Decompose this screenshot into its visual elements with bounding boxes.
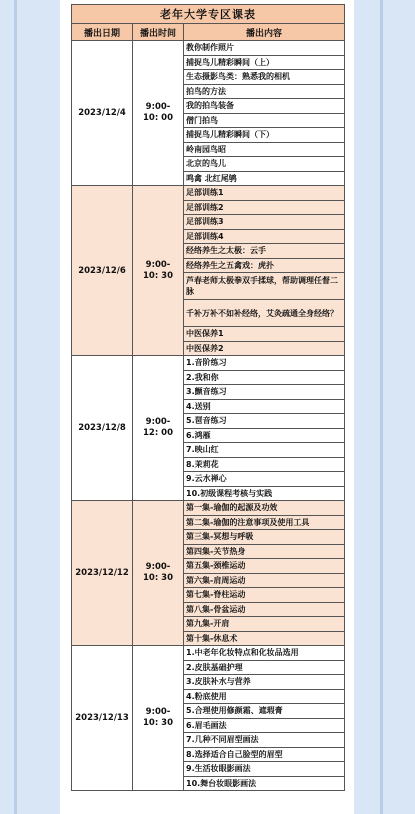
program-item: 9.生活妆眼影画法 [184,762,345,777]
program-item: 我的拍鸟装备 [184,99,345,114]
program-item: 3.皮肤补水与营养 [184,675,345,690]
program-item: 芦春老师太极拳双手揉球，帮助调理任督二脉 [184,273,345,300]
program-item: 足部训练4 [184,229,345,244]
left-border-line [14,0,17,814]
program-item: 1.音阶练习 [184,356,345,371]
program-item: 僧门拍鸟 [184,113,345,128]
program-item: 教你制作照片 [184,41,345,56]
broadcast-time: 9:00- 10: 30 [133,186,184,356]
program-item: 10.初级课程考核与实践 [184,486,345,501]
program-item: 足部训练3 [184,215,345,230]
broadcast-date: 2023/12/8 [72,356,133,501]
program-item: 10.舞台妆眼影画法 [184,776,345,791]
program-item: 捕捉鸟儿精彩瞬间（下） [184,128,345,143]
right-border-line [380,0,383,814]
program-item: 5.合理使用修颜霜、遮瑕膏 [184,704,345,719]
program-item: 足部训练2 [184,200,345,215]
program-item: 6.眉毛画法 [184,718,345,733]
program-item: 4.送别 [184,399,345,414]
broadcast-time: 9:00- 10: 30 [133,646,184,791]
table-row [72,41,345,56]
broadcast-date: 2023/12/13 [72,646,133,791]
table-row [72,186,345,201]
program-item: 第六集-肩周运动 [184,573,345,588]
broadcast-date: 2023/12/4 [72,41,133,186]
program-item: 经络养生之太极：云手 [184,244,345,259]
program-item: 8.选择适合自己脸型的眉型 [184,747,345,762]
program-item: 鸣禽 北红尾鸲 [184,171,345,186]
program-item: 中医保养2 [184,341,345,356]
program-item: 第五集-颈椎运动 [184,559,345,574]
program-item: 第一集-瑜伽的起源及功效 [184,501,345,516]
program-item: 足部训练1 [184,186,345,201]
program-item: 岭南园鸟昭 [184,142,345,157]
broadcast-date: 2023/12/6 [72,186,133,356]
program-item: 第三集-冥想与呼吸 [184,530,345,545]
program-item: 2.皮肤基础护理 [184,660,345,675]
broadcast-time: 9:00- 10: 00 [133,41,184,186]
program-item: 2.我和你 [184,370,345,385]
program-item: 第十集-休息术 [184,631,345,646]
program-item: 第四集-关节热身 [184,544,345,559]
program-item: 第二集-瑜伽的注意事项及使用工具 [184,515,345,530]
broadcast-time: 9:00- 10: 30 [133,501,184,646]
program-item: 中医保养1 [184,327,345,342]
table-row [72,356,345,371]
program-item: 生态摄影鸟类：熟悉我的相机 [184,70,345,85]
program-item: 3.颤音练习 [184,385,345,400]
program-item: 经络养生之五禽戏：虎扑 [184,258,345,273]
program-item: 7.几种不同眉型画法 [184,733,345,748]
program-item: 5.琶音练习 [184,414,345,429]
schedule-table [71,4,345,791]
program-item: 9.云水禅心 [184,472,345,487]
schedule-body [72,5,345,791]
program-item: 第八集-骨盆运动 [184,602,345,617]
program-item: 捕捉鸟儿精彩瞬间（上） [184,55,345,70]
program-item: 北京的鸟儿 [184,157,345,172]
program-item: 第七集-脊柱运动 [184,588,345,603]
table-row [72,646,345,661]
header-date: 播出日期 [72,24,133,41]
program-item: 拍鸟的方法 [184,84,345,99]
schedule-panel [60,0,354,814]
header-time: 播出时间 [133,24,184,41]
program-item: 6.鸿雁 [184,428,345,443]
program-item: 千补万补不如补经络，艾灸疏通全身经络？ [184,300,345,327]
broadcast-date: 2023/12/12 [72,501,133,646]
program-item: 第九集-开肩 [184,617,345,632]
table-title: 老年大学专区课表 [72,5,345,24]
program-item: 4.粉底使用 [184,689,345,704]
header-content: 播出内容 [184,24,345,41]
program-item: 7.映山红 [184,443,345,458]
program-item: 1.中老年化妆特点和化妆品选用 [184,646,345,661]
program-item: 8.茉莉花 [184,457,345,472]
broadcast-time: 9:00- 12: 00 [133,356,184,501]
table-row [72,501,345,516]
